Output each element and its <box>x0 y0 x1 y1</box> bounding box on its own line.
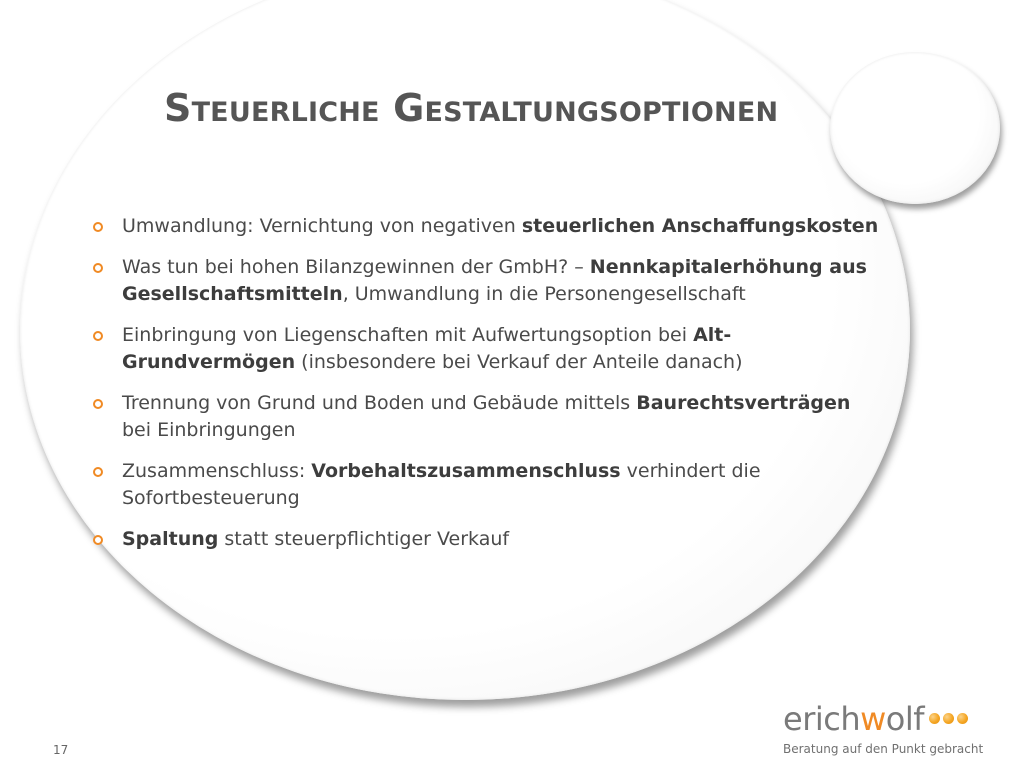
bullet-text-segment: Zusammenschluss: <box>122 460 312 482</box>
logo-wordmark <box>783 700 924 738</box>
bullet-marker-icon <box>93 331 103 341</box>
bullet-text-bold: steuerlichen Anschaffungskosten <box>521 215 879 237</box>
bullet-item <box>92 526 882 553</box>
bullet-text <box>122 390 882 444</box>
logo-word-part2: olf <box>885 700 925 738</box>
bullet-item <box>92 458 882 512</box>
bullet-text-segment: (insbesondere bei Verkauf der Anteile danach) <box>295 351 743 373</box>
bullet-marker-icon <box>93 263 103 273</box>
bullet-item <box>92 254 882 308</box>
bullet-text-segment: verhindert die Sofortbesteuerung <box>122 460 761 509</box>
bullet-marker-icon <box>93 222 103 232</box>
bullet-list <box>92 213 882 567</box>
bullet-text-segment: statt steuerpflichtiger Verkauf <box>218 528 510 550</box>
bullet-marker-icon <box>93 399 103 409</box>
bullet-item <box>92 213 882 240</box>
logo-dot-icon <box>957 713 968 724</box>
bullet-text-segment: bei Einbringungen <box>122 419 296 441</box>
bullet-text-bold: Nennkapitalerhöhung aus Gesellschaftsmitteln <box>122 256 867 305</box>
bullet-text-segment: Umwandlung: Vernichtung von negativen <box>122 215 522 237</box>
bullet-item <box>92 390 882 444</box>
bullet-text-bold: Baurechtsverträgen <box>636 392 851 414</box>
company-logo <box>783 700 1013 760</box>
logo-dots-icon <box>929 711 973 725</box>
bullet-marker-icon <box>93 467 103 477</box>
page-number: 17 <box>53 743 69 757</box>
slide-title: Steuerliche Gestaltungsoptionen <box>164 86 779 130</box>
logo-dot-icon <box>943 713 954 724</box>
bullet-text-bold: Vorbehaltszusammenschluss <box>311 460 621 482</box>
bullet-text-bold: Alt-Grundvermögen <box>122 324 732 373</box>
bullet-text <box>122 213 882 240</box>
bullet-text <box>122 254 882 308</box>
bullet-marker-icon <box>93 535 103 545</box>
bullet-text-segment: Was tun bei hohen Bilanzgewinnen der GmbH? – <box>122 256 590 278</box>
bullet-text <box>122 526 882 553</box>
logo-dot-icon <box>929 713 940 724</box>
logo-word-part1: erich <box>783 700 861 738</box>
logo-word-accent: w <box>860 700 886 738</box>
bullet-text-bold: Spaltung <box>122 528 219 550</box>
bullet-text-segment: , Umwandlung in die Personengesellschaft <box>342 283 746 305</box>
bullet-item <box>92 322 882 376</box>
bullet-text <box>122 322 882 376</box>
logo-tagline: Beratung auf den Punkt gebracht <box>783 742 984 756</box>
bullet-text-segment: Einbringung von Liegenschaften mit Aufwertungsoption bei <box>122 324 694 346</box>
bullet-text <box>122 458 882 512</box>
bullet-text-segment: Trennung von Grund und Boden und Gebäude mittels <box>122 392 637 414</box>
background-circle-small <box>830 52 1000 204</box>
